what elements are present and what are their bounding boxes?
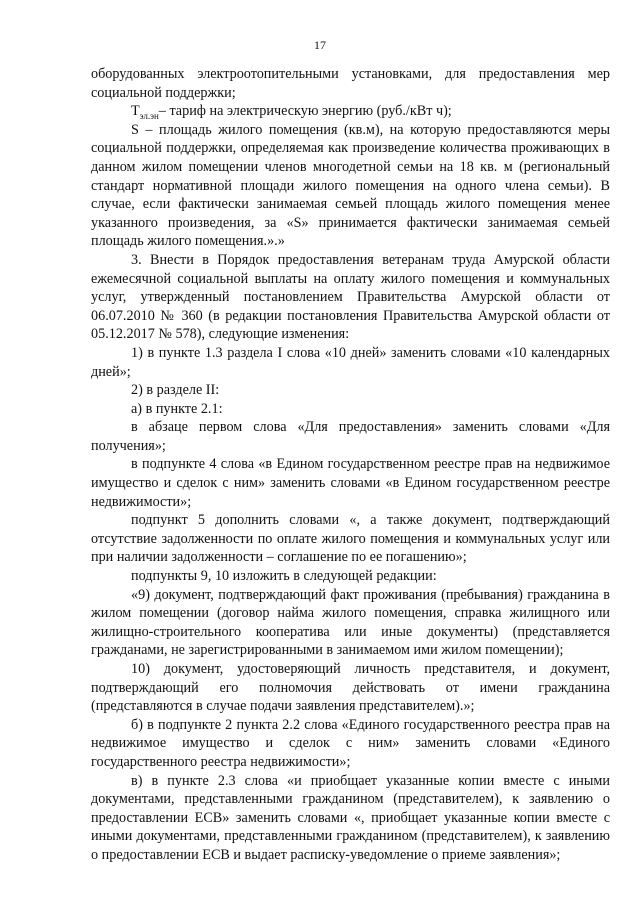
paragraph: S – площадь жилого помещения (кв.м), на которую предоставляются меры социальной поддержки, определяемая как произведение количества проживающих в данном жилом помещении членов многодетной семьи на 18 кв. м (региональный стандарт нормативной площади жилого помещения на одного члена семьи). В случае, если фактически занимаемая семьей площадь жилого помещения менее указанного произведения, за «S» принимается фактически занимаемая семьей площадь жилого помещения.».» — [91, 121, 610, 250]
tariff-definition-paragraph — [91, 102, 610, 121]
paragraph: 1) в пункте 1.3 раздела I слова «10 дней» заменить словами «10 календарных дней»; — [91, 344, 610, 380]
paragraph: подпункты 9, 10 изложить в следующей редакции: — [131, 568, 437, 585]
paragraph: «9) документ, подтверждающий факт проживания (пребывания) гражданина в жилом помещении (договор найма жилого помещения, справка жилищного или жилищно-строительного кооператива или иные документы) (представляется гражданами, не зарегистрированными в занимаемом ими жилом помещении); — [91, 586, 610, 659]
document-body — [91, 65, 610, 865]
paragraph: 3. Внести в Порядок предоставления ветеранам труда Амурской области ежемесячной социальной выплаты на оплату жилого помещения и коммунальных услуг, утвержденный постановлением Правительства Амурской области от 06.07.2010 № 360 (в редакции постановления Правительства Амурской области от 05.12.2017 № 578), следующие изменения: — [91, 251, 610, 343]
tariff-symbol: Т — [131, 103, 140, 120]
paragraph: в) в пункте 2.3 слова «и приобщает указанные копии вместе с иными документами, представленными гражданином (представителем), к заявлению о предоставлении ЕСВ» заменить словами «, приобщает указанные копии вместе с иными документами, представленными гражданином (представителем), к заявлению о предоставлении ЕСВ и выдает расписку-уведомление о приеме заявления»; — [91, 772, 610, 863]
paragraph: 2) в разделе II: — [131, 382, 220, 399]
paragraph: в абзаце первом слова «Для предоставления» заменить словами «Для получения»; — [91, 419, 610, 454]
tariff-definition-text: – тариф на электрическую энергию (руб./кВт ч); — [158, 103, 452, 120]
paragraph: оборудованных электроотопительными установками, для предоставления мер социальной поддержки; — [91, 66, 610, 101]
paragraph: 10) документ, удостоверяющий личность представителя, и документ, подтверждающий его полномочия действовать от имени гражданина (представляются в случае подачи заявления представителем).»; — [91, 661, 610, 715]
paragraph: а) в пункте 2.1: — [131, 400, 223, 417]
page-number: 17 — [314, 38, 326, 52]
paragraph: б) в подпункте 2 пункта 2.2 слова «Единого государственного реестра прав на недвижимое имущество и сделок с ним» заменить словами «Единого государственного реестра недвижимости»; — [91, 716, 610, 770]
paragraph: подпункт 5 дополнить словами «, а также документ, подтверждающий отсутствие задолженности по оплате жилого помещения и коммунальных услуг или при наличии задолженности – соглашение по ее погашению»; — [91, 512, 610, 566]
paragraph: в подпункте 4 слова «в Едином государственном реестре прав на недвижимое имущество и сделок с ним» заменить словами «в Едином государственном реестре недвижимости»; — [91, 456, 610, 510]
tariff-subscript: эл.эн — [139, 111, 159, 122]
